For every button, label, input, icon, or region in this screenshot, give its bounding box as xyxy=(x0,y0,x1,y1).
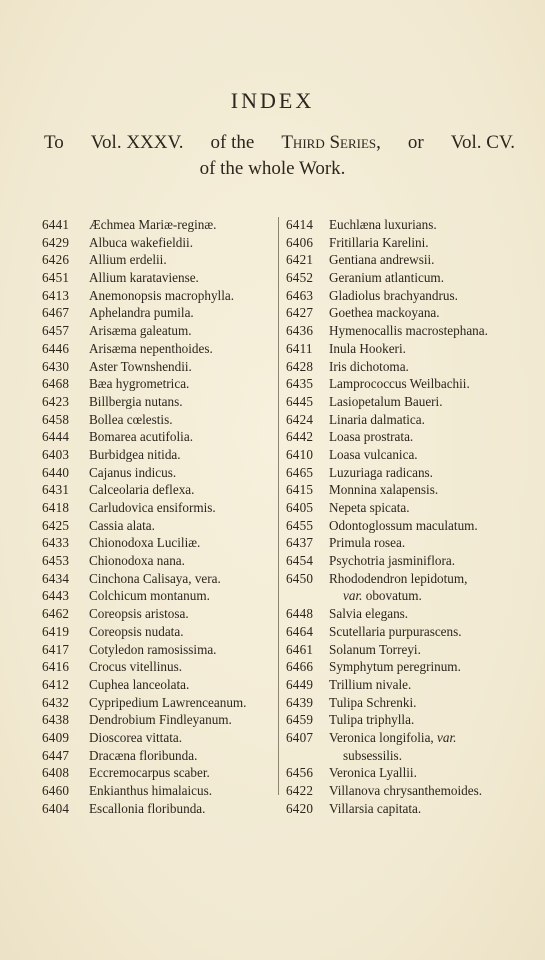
plate-number: 6453 xyxy=(42,553,70,569)
index-entry xyxy=(42,269,278,287)
plant-name: Dioscorea vittata. xyxy=(89,729,183,745)
plant-name: Cotyledon ramosissima. xyxy=(89,641,217,657)
index-entry xyxy=(42,251,278,269)
plant-name: Bollea cœlestis. xyxy=(89,411,173,427)
plate-number: 6467 xyxy=(42,305,70,321)
index-entry xyxy=(286,499,536,517)
plant-name: Albuca wakefieldii. xyxy=(89,234,193,250)
index-entry xyxy=(286,251,536,269)
plate-number: 6428 xyxy=(286,358,314,374)
plant-name: Lasiopetalum Baueri. xyxy=(329,393,443,409)
plant-name: Coreopsis aristosa. xyxy=(89,606,189,622)
plate-number: 6419 xyxy=(42,623,70,639)
plant-name: Allium erdelii. xyxy=(89,252,167,268)
subtitle-to: To xyxy=(44,132,64,153)
plate-number: 6414 xyxy=(286,217,314,232)
plant-name: Enkianthus himalaicus. xyxy=(89,783,213,798)
index-entry xyxy=(286,234,536,252)
plant-name: Veronica Lyallii. xyxy=(329,765,417,781)
plant-name: Arisæma nepenthoides. xyxy=(89,340,213,356)
plant-name: Dracæna floribunda. xyxy=(89,747,198,763)
plate-number-blank xyxy=(286,587,329,605)
index-entry xyxy=(286,534,536,552)
plate-number: 6427 xyxy=(286,305,314,321)
plate-number: 6407 xyxy=(286,729,314,745)
plant-name: Euchlæna luxurians. xyxy=(329,217,437,232)
plant-name: Lamprococcus Weilbachii. xyxy=(329,376,470,392)
plate-number: 6442 xyxy=(286,429,314,445)
plant-name: Odontoglossum maculatum. xyxy=(329,517,478,533)
index-entry xyxy=(42,517,278,535)
plate-number: 6448 xyxy=(286,606,314,622)
plate-number: 6462 xyxy=(42,606,70,622)
index-entry xyxy=(286,287,536,305)
plate-number: 6433 xyxy=(42,535,70,551)
plant-name-continuation: var. obovatum. xyxy=(343,588,422,604)
plant-name: Cassia alata. xyxy=(89,517,155,533)
index-column-left xyxy=(42,216,278,817)
plant-name: Scutellaria purpurascens. xyxy=(329,623,462,639)
plate-number: 6459 xyxy=(286,712,314,728)
index-entry xyxy=(286,623,536,641)
subtitle-line-2: of the whole Work. xyxy=(199,158,346,179)
plate-number: 6438 xyxy=(42,712,70,728)
index-entry xyxy=(42,287,278,305)
plant-name: Symphytum peregrinum. xyxy=(329,659,461,675)
plant-name: Cinchona Calisaya, vera. xyxy=(89,570,221,586)
plate-number: 6457 xyxy=(42,323,70,339)
plant-name: Anemonopsis macrophylla. xyxy=(89,287,235,303)
plate-number: 6447 xyxy=(42,747,70,763)
plate-number: 6463 xyxy=(286,287,314,303)
plate-number: 6436 xyxy=(286,323,314,339)
index-entry xyxy=(286,464,536,482)
plate-number: 6406 xyxy=(286,234,314,250)
plate-number: 6443 xyxy=(42,588,70,604)
plate-number: 6452 xyxy=(286,270,314,286)
plant-name: Cypripedium Lawrenceanum. xyxy=(89,694,247,710)
plate-number: 6439 xyxy=(286,694,314,710)
index-entry xyxy=(42,764,278,782)
index-entry xyxy=(42,428,278,446)
plant-name: Psychotria jasminiflora. xyxy=(329,553,455,569)
plate-number: 6417 xyxy=(42,641,70,657)
plate-number: 6446 xyxy=(42,340,70,356)
plant-name: Tulipa triphylla. xyxy=(329,712,415,728)
plant-name: Crocus vitellinus. xyxy=(89,659,183,675)
plant-name: Burbidgea nitida. xyxy=(89,446,181,462)
plate-number: 6425 xyxy=(42,517,70,533)
index-entry xyxy=(42,340,278,358)
plant-name: Iris dichotoma. xyxy=(329,358,409,374)
plate-number-blank xyxy=(286,747,329,765)
plate-number: 6461 xyxy=(286,641,314,657)
plate-number: 6411 xyxy=(286,340,313,356)
index-entry xyxy=(42,446,278,464)
plant-name: Loasa vulcanica. xyxy=(329,446,418,462)
plant-name: Geranium atlanticum. xyxy=(329,270,444,286)
index-entry xyxy=(42,464,278,482)
plate-number: 6403 xyxy=(42,446,70,462)
plant-name: Inula Hookeri. xyxy=(329,340,406,356)
index-entry xyxy=(42,658,278,676)
index-entry xyxy=(286,481,536,499)
index-entry xyxy=(286,658,536,676)
index-entry-continuation xyxy=(286,747,536,765)
plate-number: 6418 xyxy=(42,500,70,515)
plate-number: 6404 xyxy=(42,800,70,816)
index-entry xyxy=(42,641,278,659)
plate-number: 6432 xyxy=(42,694,70,710)
plate-number: 6465 xyxy=(286,464,314,480)
index-entry xyxy=(286,711,536,729)
plate-number: 6423 xyxy=(42,393,70,409)
index-entry xyxy=(42,411,278,429)
index-entry xyxy=(286,269,536,287)
plant-name: Solanum Torreyi. xyxy=(329,641,421,657)
index-entry xyxy=(42,552,278,570)
index-entry xyxy=(286,358,536,376)
plant-name: Goethea mackoyana. xyxy=(329,305,440,321)
index-entry xyxy=(42,676,278,694)
index-entry xyxy=(286,605,536,623)
plate-number: 6408 xyxy=(42,765,70,781)
plate-number: 6413 xyxy=(42,287,70,303)
plate-number: 6435 xyxy=(286,376,314,392)
index-entry xyxy=(42,358,278,376)
plate-number: 6449 xyxy=(286,676,314,692)
plate-number: 6410 xyxy=(286,446,314,462)
index-entry xyxy=(42,800,278,818)
subtitle-line-1 xyxy=(44,132,515,154)
plant-name: Coreopsis nudata. xyxy=(89,623,184,639)
index-entry xyxy=(286,304,536,322)
index-entry xyxy=(42,534,278,552)
index-entry xyxy=(286,393,536,411)
index-entry xyxy=(286,411,536,429)
index-entry xyxy=(286,517,536,535)
plant-name: Aphelandra pumila. xyxy=(89,305,194,321)
plant-name: Carludovica ensiformis. xyxy=(89,500,216,515)
plant-name: Villanova chrysanthemoides. xyxy=(329,783,483,798)
plant-name: Allium karataviense. xyxy=(89,270,199,286)
plant-name: Calceolaria deflexa. xyxy=(89,482,195,498)
plate-number: 6431 xyxy=(42,482,70,498)
plant-name: Veronica longifolia, var. xyxy=(329,729,457,745)
plate-number: 6468 xyxy=(42,376,70,392)
plant-name: Colchicum montanum. xyxy=(89,588,210,604)
plate-number: 6451 xyxy=(42,270,70,286)
index-entry xyxy=(286,340,536,358)
index-entry xyxy=(42,623,278,641)
index-entry xyxy=(286,428,536,446)
index-entry xyxy=(42,375,278,393)
index-entry xyxy=(42,694,278,712)
index-column-right xyxy=(286,216,536,817)
plant-name: Eccremocarpus scaber. xyxy=(89,765,210,781)
plant-name: Trillium nivale. xyxy=(329,676,412,692)
plant-name: Cuphea lanceolata. xyxy=(89,676,190,692)
plant-name: Cajanus indicus. xyxy=(89,464,177,480)
index-entry xyxy=(286,641,536,659)
plant-name: Loasa prostrata. xyxy=(329,429,414,445)
plate-number: 6460 xyxy=(42,783,70,798)
plant-name: Æchmea Mariæ-reginæ. xyxy=(89,217,217,232)
index-entry xyxy=(42,499,278,517)
plate-number: 6412 xyxy=(42,676,70,692)
plate-number: 6430 xyxy=(42,358,70,374)
plate-number: 6420 xyxy=(286,800,314,816)
plate-number: 6456 xyxy=(286,765,314,781)
plant-name: Bomarea acutifolia. xyxy=(89,429,193,445)
plate-number: 6424 xyxy=(286,411,314,427)
plate-number: 6458 xyxy=(42,411,70,427)
plant-name: Arisæma galeatum. xyxy=(89,323,192,339)
plate-number: 6422 xyxy=(286,783,314,798)
index-entry xyxy=(42,216,278,234)
index-entry xyxy=(286,800,536,818)
index-entry xyxy=(42,587,278,605)
plate-number: 6455 xyxy=(286,517,314,533)
index-entry xyxy=(42,729,278,747)
index-entry xyxy=(42,322,278,340)
plate-number: 6429 xyxy=(42,234,70,250)
index-entry xyxy=(42,481,278,499)
plant-name: Primula rosea. xyxy=(329,535,406,551)
plant-name: Tulipa Schrenki. xyxy=(329,694,417,710)
plant-name: Chionodoxa nana. xyxy=(89,553,185,569)
plant-name: Rhododendron lepidotum, xyxy=(329,570,468,586)
plate-number: 6466 xyxy=(286,659,314,675)
plate-number: 6421 xyxy=(286,252,314,268)
index-entry xyxy=(42,711,278,729)
plate-number: 6415 xyxy=(286,482,314,498)
index-entry xyxy=(286,764,536,782)
column-divider xyxy=(278,217,279,795)
plate-number: 6416 xyxy=(42,659,70,675)
plant-name: Monnina xalapensis. xyxy=(329,482,439,498)
plant-name: Escallonia floribunda. xyxy=(89,800,206,816)
index-entry xyxy=(286,375,536,393)
subtitle-or: or xyxy=(407,132,424,153)
index-entry xyxy=(286,676,536,694)
plant-name: Dendrobium Findleyanum. xyxy=(89,712,232,728)
plate-number: 6464 xyxy=(286,623,314,639)
plate-number: 6441 xyxy=(42,217,70,232)
index-entry xyxy=(42,782,278,800)
index-entry xyxy=(42,234,278,252)
plate-number: 6454 xyxy=(286,553,314,569)
plate-number: 6426 xyxy=(42,252,70,268)
index-entry xyxy=(286,782,536,800)
index-entry xyxy=(286,216,536,234)
plant-name: Nepeta spicata. xyxy=(329,500,410,515)
plant-name: Luzuriaga radicans. xyxy=(329,464,433,480)
plant-name: Bæa hygrometrica. xyxy=(89,376,190,392)
plate-number: 6434 xyxy=(42,570,70,586)
index-entry xyxy=(286,570,536,588)
plate-number: 6450 xyxy=(286,570,314,586)
plate-number: 6440 xyxy=(42,464,70,480)
index-entry-continuation xyxy=(286,587,536,605)
plant-name: Billbergia nutans. xyxy=(89,393,183,409)
index-entry xyxy=(42,393,278,411)
index-title: INDEX xyxy=(230,88,315,113)
subtitle-vol: Vol. XXXV. xyxy=(90,132,184,153)
plant-name: Hymenocallis macrostephana. xyxy=(329,323,488,339)
index-entry xyxy=(42,570,278,588)
index-entry xyxy=(286,694,536,712)
index-entry xyxy=(286,729,536,747)
plate-number: 6437 xyxy=(286,535,314,551)
plant-name: Gladiolus brachyandrus. xyxy=(329,287,458,303)
subtitle-vol2: Vol. CV. xyxy=(450,132,515,153)
index-entry xyxy=(42,304,278,322)
plant-name-continuation: subsessilis. xyxy=(343,747,402,763)
plant-name: Linaria dalmatica. xyxy=(329,411,425,427)
plate-number: 6405 xyxy=(286,500,314,515)
plant-name: Salvia elegans. xyxy=(329,606,409,622)
plant-name: Gentiana andrewsii. xyxy=(329,252,435,268)
index-entry xyxy=(286,552,536,570)
plate-number: 6444 xyxy=(42,429,70,445)
subtitle-of-the: of the xyxy=(210,132,255,153)
index-entry xyxy=(42,747,278,765)
index-entry xyxy=(286,322,536,340)
plate-number: 6445 xyxy=(286,393,314,409)
plant-name: Aster Townshendii. xyxy=(89,358,192,374)
plant-name: Chionodoxa Luciliæ. xyxy=(89,535,201,551)
subtitle-series: Third Series, xyxy=(281,132,381,153)
plate-number: 6409 xyxy=(42,729,70,745)
plant-name: Fritillaria Karelini. xyxy=(329,234,429,250)
index-entry xyxy=(42,605,278,623)
index-entry xyxy=(286,446,536,464)
plant-name: Villarsia capitata. xyxy=(329,800,422,816)
